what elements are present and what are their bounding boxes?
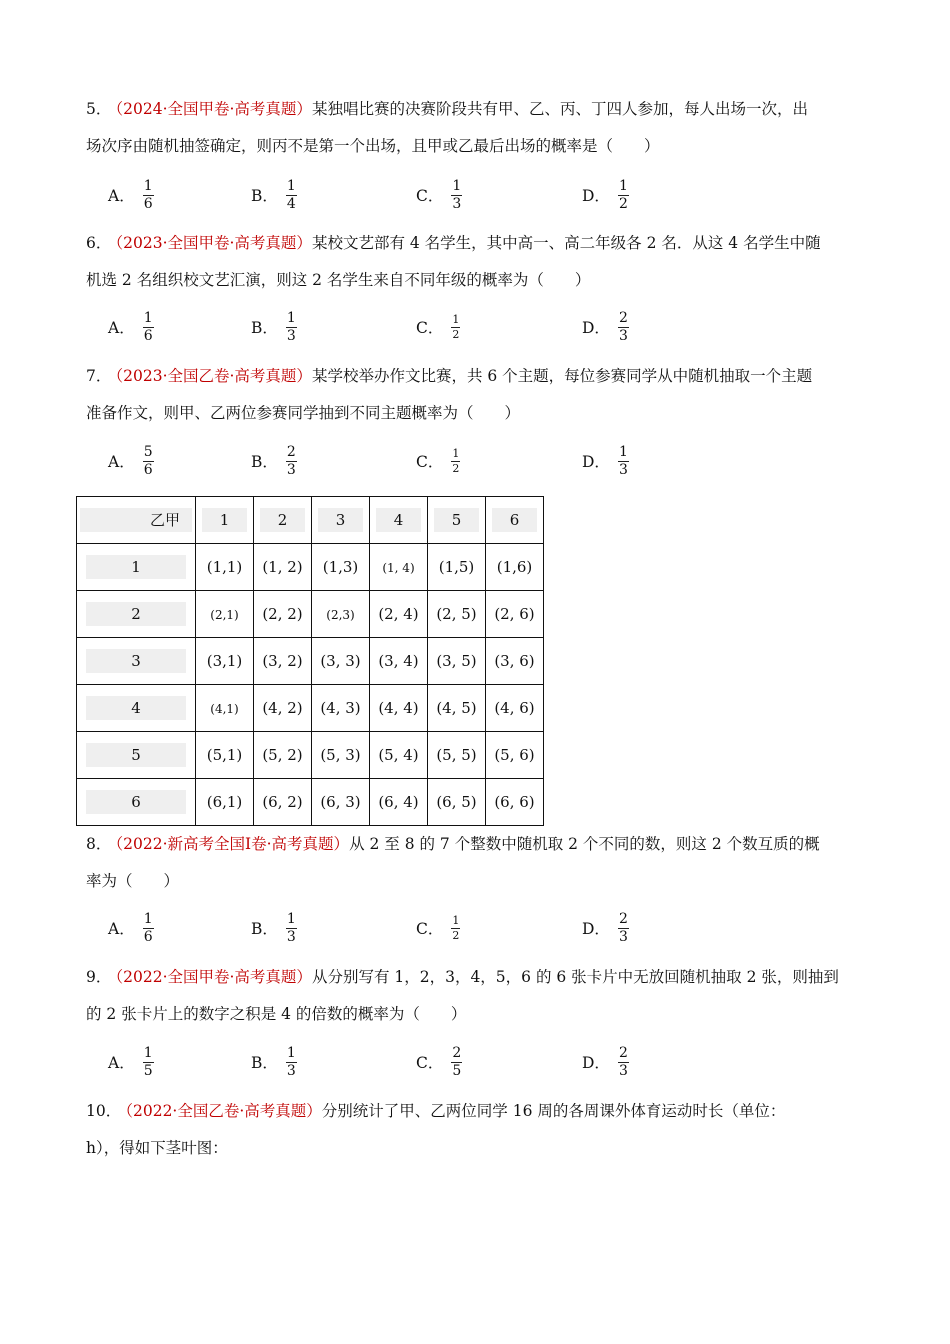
fraction: $\frac{1}{2}$ — [452, 312, 460, 341]
table-cell: (2,1) — [196, 591, 254, 638]
question-5-line-1: 5． （2024·全国甲卷·高考真题）某独唱比赛的决赛阶段共有甲、乙、丙、丁四人参加，每人出场一次，出 — [86, 100, 808, 118]
table-row-header: 3 — [77, 638, 196, 685]
question-7-source: （2023·全国乙卷·高考真题） — [115, 367, 312, 385]
fraction: $\frac{5}{6}$ — [143, 443, 153, 478]
table-cell: (5, 4) — [370, 732, 428, 779]
fraction: $\frac{1}{3}$ — [286, 309, 296, 344]
question-8-options — [108, 908, 668, 948]
option-a[interactable]: A． $\frac{1}{6}$ — [108, 910, 153, 945]
question-5-source: （2024·全国甲卷·高考真题） — [115, 100, 312, 118]
fraction: $\frac{1}{3}$ — [452, 177, 462, 212]
table-cell: (5, 5) — [428, 732, 486, 779]
table-cell: (3, 5) — [428, 638, 486, 685]
table-cell: (1,3) — [312, 544, 370, 591]
table-cell: (3, 3) — [312, 638, 370, 685]
option-d[interactable]: D． $\frac{2}{3}$ — [582, 309, 628, 344]
option-c[interactable]: C． $\frac{1}{3}$ — [416, 177, 462, 212]
table-col-header: 5 — [428, 497, 486, 544]
table-cell: (4, 5) — [428, 685, 486, 732]
option-b[interactable]: B． $\frac{2}{3}$ — [251, 443, 296, 478]
table-cell: (6, 6) — [486, 779, 544, 826]
option-b[interactable]: B． $\frac{1}{4}$ — [251, 177, 296, 212]
table-cell: (1, 2) — [254, 544, 312, 591]
table-cell: (6,1) — [196, 779, 254, 826]
table-cell: (1,5) — [428, 544, 486, 591]
question-8-line-1: 8． （2022·新高考全国Ⅰ卷·高考真题）从 2 至 8 的 7 个整数中随机取 2 个不同的数，则这 2 个数互质的概 — [86, 835, 820, 853]
question-10-source: （2022·全国乙卷·高考真题） — [125, 1102, 322, 1120]
table-row — [77, 591, 544, 638]
table-cell: (1, 4) — [370, 544, 428, 591]
table-row — [77, 732, 544, 779]
table-cell: (6, 5) — [428, 779, 486, 826]
question-9-options — [108, 1042, 668, 1082]
option-a[interactable]: A． $\frac{1}{6}$ — [108, 309, 153, 344]
fraction: $\frac{1}{4}$ — [286, 177, 296, 212]
table-col-header: 4 — [370, 497, 428, 544]
question-8-source: （2022·新高考全国Ⅰ卷·高考真题） — [115, 835, 350, 853]
option-c[interactable]: C． $\frac{1}{2}$ — [416, 312, 460, 341]
table-row-header: 5 — [77, 732, 196, 779]
table-header-row — [77, 497, 544, 544]
table-row — [77, 544, 544, 591]
table-cell: (4, 3) — [312, 685, 370, 732]
table-col-header: 6 — [486, 497, 544, 544]
fraction: $\frac{1}{3}$ — [286, 1044, 296, 1079]
question-7-line-2: 准备作文，则甲、乙两位参赛同学抽到不同主题概率为（ ） — [86, 404, 521, 422]
table-row — [77, 779, 544, 826]
table-row-header: 4 — [77, 685, 196, 732]
fraction: $\frac{2}{3}$ — [286, 443, 296, 478]
option-a[interactable]: A． $\frac{1}{6}$ — [108, 177, 153, 212]
question-9-line-1: 9． （2022·全国甲卷·高考真题）从分别写有 1，2，3，4，5，6 的 6 张卡片中无放回随机抽取 2 张，则抽到 — [86, 968, 839, 986]
table-cell: (2,3) — [312, 591, 370, 638]
option-a[interactable]: A． $\frac{5}{6}$ — [108, 443, 153, 478]
question-7 — [86, 358, 866, 432]
table-cell: (3, 4) — [370, 638, 428, 685]
table-cell: (4,1) — [196, 685, 254, 732]
fraction: $\frac{1}{2}$ — [452, 913, 460, 942]
table-corner-cell: 乙甲 — [77, 497, 196, 544]
table-cell: (4, 2) — [254, 685, 312, 732]
fraction: $\frac{1}{2}$ — [452, 446, 460, 475]
table-col-header: 2 — [254, 497, 312, 544]
option-a[interactable]: A． $\frac{1}{5}$ — [108, 1044, 153, 1079]
fraction: $\frac{1}{5}$ — [143, 1044, 153, 1079]
fraction: $\frac{1}{3}$ — [286, 910, 296, 945]
table-cell: (6, 2) — [254, 779, 312, 826]
question-6-line-2: 机选 2 名组织校文艺汇演，则这 2 名学生来自不同年级的概率为（ ） — [86, 271, 591, 289]
table-col-header: 1 — [196, 497, 254, 544]
fraction: $\frac{2}{3}$ — [618, 309, 628, 344]
option-d[interactable]: D． $\frac{2}{3}$ — [582, 910, 628, 945]
option-c[interactable]: C． $\frac{2}{5}$ — [416, 1044, 462, 1079]
question-6-options — [108, 307, 668, 347]
question-5-options — [108, 175, 668, 215]
fraction: $\frac{1}{3}$ — [618, 443, 628, 478]
question-7-options — [108, 441, 668, 481]
table-cell: (1,1) — [196, 544, 254, 591]
fraction: $\frac{1}{6}$ — [143, 177, 153, 212]
table-cell: (5, 6) — [486, 732, 544, 779]
table-row-header: 2 — [77, 591, 196, 638]
table-cell: (3, 6) — [486, 638, 544, 685]
question-10-line-1: 10． （2022·全国乙卷·高考真题）分别统计了甲、乙两位同学 16 周的各周课外体育运动时长（单位： — [86, 1102, 786, 1120]
table-row-header: 6 — [77, 779, 196, 826]
option-b[interactable]: B． $\frac{1}{3}$ — [251, 309, 296, 344]
fraction: $\frac{2}{5}$ — [452, 1044, 462, 1079]
option-b[interactable]: B． $\frac{1}{3}$ — [251, 910, 296, 945]
table-cell: (3, 2) — [254, 638, 312, 685]
table-cell: (2, 5) — [428, 591, 486, 638]
question-6 — [86, 225, 866, 299]
question-6-source: （2023·全国甲卷·高考真题） — [115, 234, 312, 252]
table-row-header: 1 — [77, 544, 196, 591]
question-8 — [86, 826, 866, 900]
table-cell: (4, 4) — [370, 685, 428, 732]
table-cell: (6, 3) — [312, 779, 370, 826]
option-d[interactable]: D． $\frac{2}{3}$ — [582, 1044, 628, 1079]
question-6-line-1: 6． （2023·全国甲卷·高考真题）某校文艺部有 4 名学生，其中高一、高二年级各 2 名．从这 4 名学生中随 — [86, 234, 821, 252]
question-9-line-2: 的 2 张卡片上的数字之积是 4 的倍数的概率为（ ） — [86, 1005, 467, 1023]
question-9-source: （2022·全国甲卷·高考真题） — [115, 968, 312, 986]
question-8-line-2: 率为（ ） — [86, 872, 180, 890]
question-9 — [86, 959, 866, 1033]
outcome-table — [76, 496, 544, 826]
question-5 — [86, 91, 866, 165]
table-col-header: 3 — [312, 497, 370, 544]
option-c[interactable]: C． $\frac{1}{2}$ — [416, 913, 460, 942]
table-cell: (3,1) — [196, 638, 254, 685]
table-cell: (1,6) — [486, 544, 544, 591]
table-cell: (6, 4) — [370, 779, 428, 826]
table-cell: (4, 6) — [486, 685, 544, 732]
table-row — [77, 638, 544, 685]
question-10 — [86, 1093, 866, 1167]
option-d[interactable]: D． $\frac{1}{3}$ — [582, 443, 628, 478]
question-5-line-2: 场次序由随机抽签确定，则丙不是第一个出场，且甲或乙最后出场的概率是（ ） — [86, 137, 660, 155]
option-b[interactable]: B． $\frac{1}{3}$ — [251, 1044, 296, 1079]
option-c[interactable]: C． $\frac{1}{2}$ — [416, 446, 460, 475]
fraction: $\frac{1}{6}$ — [143, 309, 153, 344]
option-d[interactable]: D． $\frac{1}{2}$ — [582, 177, 628, 212]
table-cell: (5, 2) — [254, 732, 312, 779]
table-cell: (5, 3) — [312, 732, 370, 779]
table-cell: (2, 2) — [254, 591, 312, 638]
table-cell: (5,1) — [196, 732, 254, 779]
fraction: $\frac{1}{2}$ — [618, 177, 628, 212]
question-10-line-2: h），得如下茎叶图： — [86, 1139, 228, 1157]
table-cell: (2, 4) — [370, 591, 428, 638]
table-row — [77, 685, 544, 732]
fraction: $\frac{2}{3}$ — [618, 1044, 628, 1079]
table-cell: (2, 6) — [486, 591, 544, 638]
fraction: $\frac{1}{6}$ — [143, 910, 153, 945]
question-7-line-1: 7． （2023·全国乙卷·高考真题）某学校举办作文比赛，共 6 个主题，每位参赛同学从中随机抽取一个主题 — [86, 367, 813, 385]
fraction: $\frac{2}{3}$ — [618, 910, 628, 945]
